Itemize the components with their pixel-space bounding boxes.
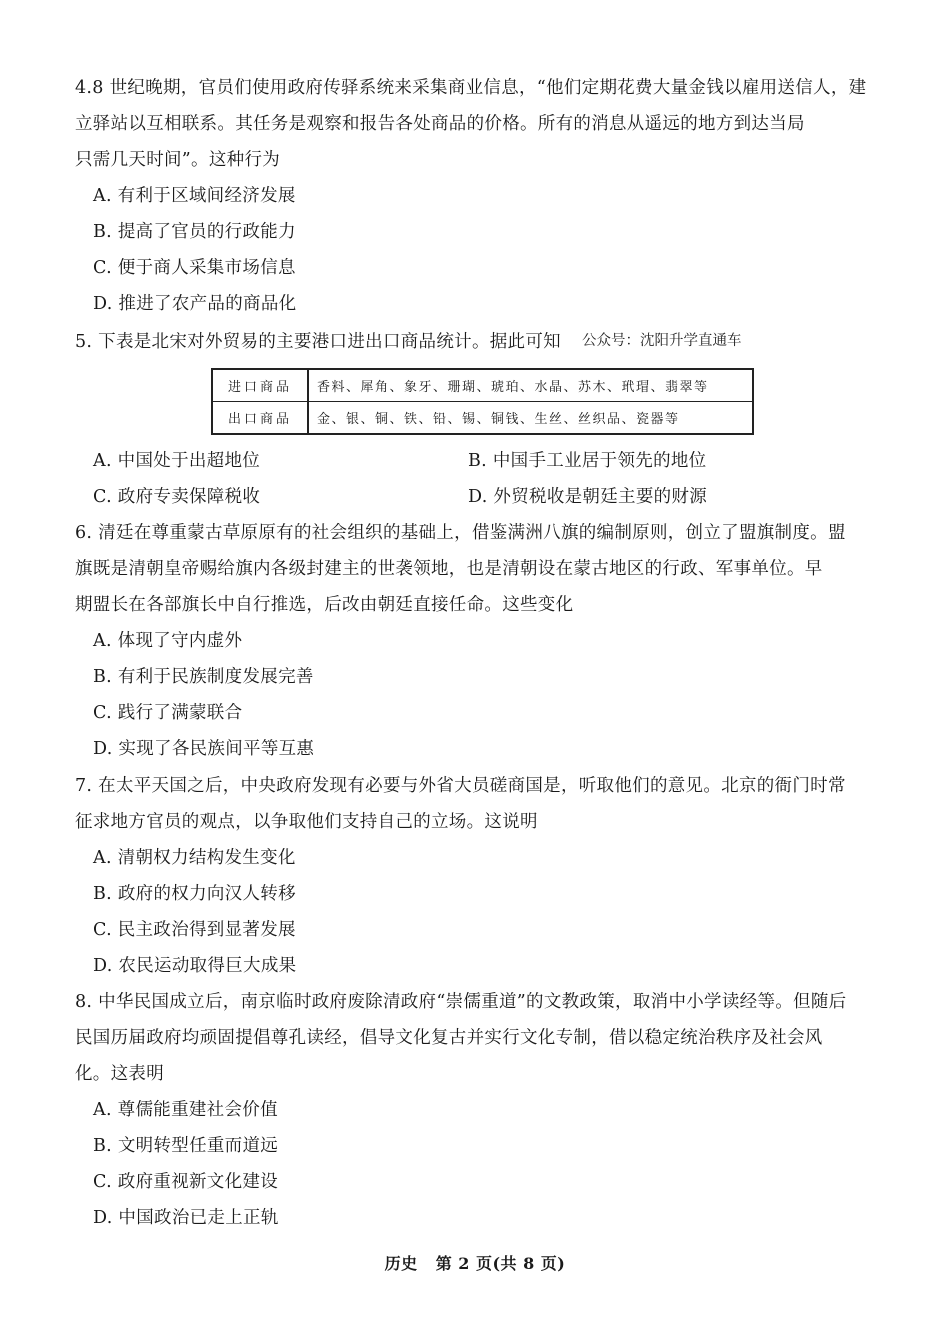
q4-option-d: D. 推进了农产品的商品化 [93, 294, 297, 314]
footer-page-number: 第 2 页(共 8 页) [435, 1254, 566, 1273]
q4-option-b: B. 提高了官员的行政能力 [93, 222, 296, 242]
q7-option-d: D. 农民运动取得巨大成果 [93, 956, 297, 976]
q6-stem-line-1: 6. 清廷在尊重蒙古草原原有的社会组织的基础上，借鉴满洲八旗的编制原则，创立了盟旗制度。盟 [75, 523, 846, 543]
footer-subject: 历史 [384, 1254, 418, 1273]
watermark-text: 公众号：沈阳升学直通车 [582, 333, 742, 349]
q4-stem-line-3: 只需几天时间”。这种行为 [75, 150, 281, 170]
q8-option-d: D. 中国政治已走上正轨 [93, 1208, 279, 1228]
q6-option-c: C. 践行了满蒙联合 [93, 703, 243, 723]
q6-stem-line-3: 期盟长在各部旗长中自行推选，后改由朝廷直接任命。这些变化 [75, 595, 574, 615]
q7-stem-line-1: 7. 在太平天国之后，中央政府发现有必要与外省大员磋商国是，听取他们的意见。北京的衙门时常 [75, 776, 846, 796]
q4-stem-line-1: 4.8 世纪晚期，官员们使用政府传驿系统来采集商业信息，“他们定期花费大量金钱以雇用送信人，建 [75, 78, 867, 98]
q6-stem-line-2: 旗既是清朝皇帝赐给旗内各级封建主的世袭领地，也是清朝设在蒙古地区的行政、军事单位。早 [75, 559, 823, 579]
q8-option-c: C. 政府重视新文化建设 [93, 1172, 278, 1192]
q7-option-b: B. 政府的权力向汉人转移 [93, 884, 296, 904]
q7-stem-line-2: 征求地方官员的观点，以争取他们支持自己的立场。这说明 [75, 812, 538, 832]
q4-stem-line-2: 立驿站以互相联系。其任务是观察和报告各处商品的价格。所有的消息从遥远的地方到达当局 [75, 114, 805, 134]
table-row [212, 369, 753, 402]
q8-stem-line-3: 化。这表明 [75, 1064, 164, 1084]
q6-option-d: D. 实现了各民族间平等互惠 [93, 739, 315, 759]
q8-stem-line-2: 民国历届政府均顽固提倡尊孔读经，倡导文化复古并实行文化专制，借以稳定统治秩序及社会风 [75, 1028, 823, 1048]
table-cell: 金、银、铜、铁、铅、锡、铜钱、生丝、丝织品、瓷器等 [308, 402, 753, 435]
q7-option-a: A. 清朝权力结构发生变化 [93, 848, 296, 868]
table-row-header: 出口商品 [212, 402, 308, 435]
q6-option-a: A. 体现了守内虚外 [93, 631, 243, 651]
trade-table [211, 368, 754, 435]
q6-option-b: B. 有利于民族制度发展完善 [93, 667, 314, 687]
q5-option-d: D. 外贸税收是朝廷主要的财源 [468, 487, 708, 507]
q4-option-c: C. 便于商人采集市场信息 [93, 258, 296, 278]
q5-stem: 5. 下表是北宋对外贸易的主要港口进出口商品统计。据此可知 [75, 332, 561, 352]
page-footer [0, 1251, 950, 1274]
table-cell: 香料、犀角、象牙、珊瑚、琥珀、水晶、苏木、玳瑁、翡翠等 [308, 369, 753, 402]
q5-option-b: B. 中国手工业居于领先的地位 [468, 451, 707, 471]
table-row [212, 402, 753, 435]
q8-stem-line-1: 8. 中华民国成立后，南京临时政府废除清政府“崇儒重道”的文教政策，取消中小学读经等。但随后 [75, 992, 847, 1012]
q4-option-a: A. 有利于区域间经济发展 [93, 186, 296, 206]
q5-option-c: C. 政府专卖保障税收 [93, 487, 261, 507]
q5-option-a: A. 中国处于出超地位 [93, 451, 261, 471]
table-row-header: 进口商品 [212, 369, 308, 402]
q7-option-c: C. 民主政治得到显著发展 [93, 920, 296, 940]
q8-option-a: A. 尊儒能重建社会价值 [93, 1100, 278, 1120]
q8-option-b: B. 文明转型任重而道远 [93, 1136, 279, 1156]
